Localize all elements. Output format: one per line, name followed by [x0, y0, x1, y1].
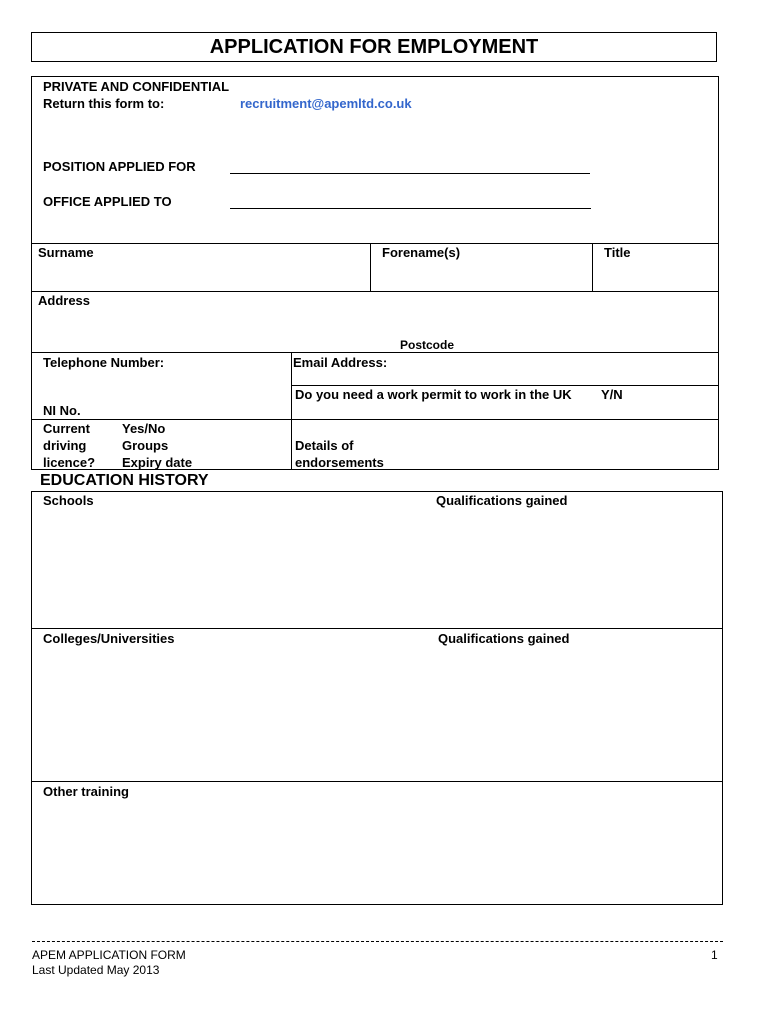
divider	[291, 352, 292, 470]
divider	[31, 291, 719, 292]
position-applied-field[interactable]	[230, 173, 590, 174]
telephone-label: Telephone Number:	[43, 355, 165, 370]
office-applied-label: OFFICE APPLIED TO	[43, 194, 172, 209]
endorsements-label-1: Details of	[295, 438, 354, 453]
work-permit-yn: Y/N	[601, 387, 623, 402]
surname-label: Surname	[38, 245, 94, 260]
ni-number-label: NI No.	[43, 403, 81, 418]
other-training-label: Other training	[43, 784, 129, 799]
page-number: 1	[711, 948, 718, 962]
endorsements-label-2: endorsements	[295, 455, 384, 470]
work-permit-question: Do you need a work permit to work in the UK	[295, 387, 572, 402]
divider	[370, 243, 371, 292]
postcode-label: Postcode	[400, 338, 455, 352]
divider	[31, 628, 723, 629]
colleges-qualifications-label: Qualifications gained	[438, 631, 570, 646]
divider	[291, 419, 719, 420]
schools-qualifications-label: Qualifications gained	[436, 493, 568, 508]
divider	[592, 243, 593, 292]
address-label: Address	[38, 293, 91, 308]
colleges-label: Colleges/Universities	[43, 631, 175, 646]
licence-label-3: licence?	[43, 455, 96, 470]
forenames-label: Forename(s)	[382, 245, 461, 260]
confidential-label: PRIVATE AND CONFIDENTIAL	[43, 79, 230, 94]
footer-updated: Last Updated May 2013	[32, 963, 160, 977]
return-form-label: Return this form to:	[43, 96, 165, 111]
divider	[291, 385, 719, 386]
schools-label: Schools	[43, 493, 94, 508]
position-applied-label: POSITION APPLIED FOR	[43, 159, 196, 174]
page-title: APPLICATION FOR EMPLOYMENT	[209, 36, 539, 58]
licence-label-2: driving	[43, 438, 87, 453]
divider	[31, 781, 723, 782]
divider	[31, 352, 719, 353]
return-email-link[interactable]: recruitment@apemltd.co.uk	[240, 96, 412, 111]
footer-rule	[32, 941, 723, 942]
education-table	[31, 491, 723, 905]
licence-groups: Groups	[122, 438, 169, 453]
title-label: Title	[604, 245, 631, 260]
licence-label-1: Current	[43, 421, 90, 436]
email-label: Email Address:	[293, 355, 388, 370]
office-applied-field[interactable]	[230, 208, 591, 209]
licence-expiry: Expiry date	[122, 455, 193, 470]
education-heading: EDUCATION HISTORY	[40, 472, 209, 489]
licence-yes-no: Yes/No	[122, 421, 166, 436]
footer-form-name: APEM APPLICATION FORM	[32, 948, 186, 962]
